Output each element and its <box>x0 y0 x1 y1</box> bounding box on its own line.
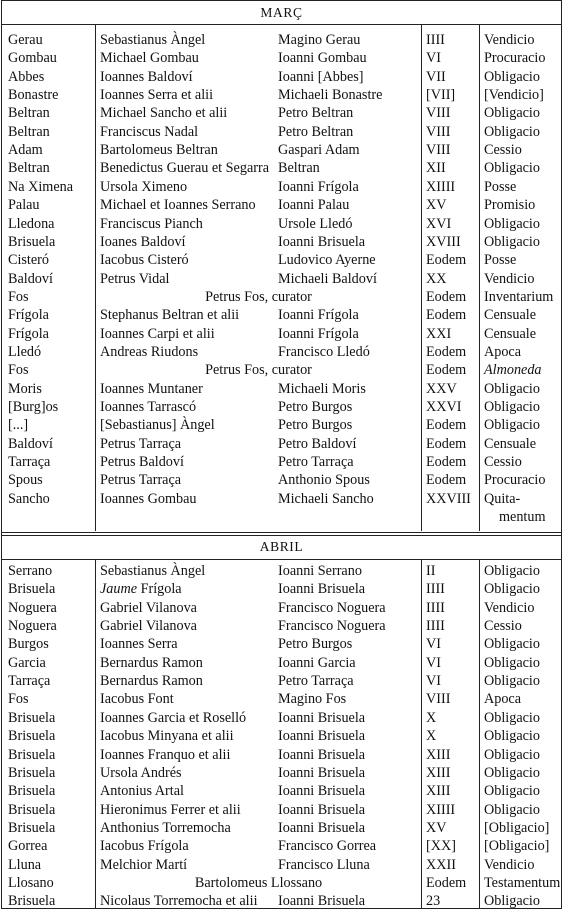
cell-name: Brisuela <box>8 233 56 250</box>
cell-name: Brisuela <box>8 801 56 818</box>
cell-party1: Benedictus Guerau et Segarra <box>100 160 269 177</box>
cell-act: Obligacio <box>484 673 540 690</box>
cell-act: Almoneda <box>484 362 542 379</box>
table-row <box>2 453 561 471</box>
cell-day: VIII <box>426 123 451 140</box>
cell-party1: Petrus Vidal <box>100 270 170 287</box>
cell-act: Obligacio <box>484 563 540 579</box>
cell-party1: Nicolaus Torremocha et alii <box>100 893 258 910</box>
cell-party2: Ioanni Brisuela <box>278 709 366 726</box>
cell-name: Noguera <box>8 599 57 616</box>
cell-act: Cessio <box>484 142 522 159</box>
cell-party1: Iacobus Minyana et alii <box>100 728 234 745</box>
cell-act: Apoca <box>484 343 522 360</box>
cell-party1: Stephanus Beltran et alii <box>100 307 240 324</box>
cell-day: II <box>426 563 436 579</box>
cell-party2: Francisco Noguera <box>278 618 386 635</box>
cell-name: Noguera <box>8 618 57 635</box>
cell-name: [...] <box>8 417 29 434</box>
table-row <box>2 764 561 782</box>
cell-act: Obligacio <box>484 893 540 910</box>
cell-act: Obligacio <box>484 764 540 781</box>
cell-name: Gerau <box>8 32 43 48</box>
table-row <box>2 672 561 690</box>
table-row <box>2 343 561 361</box>
cell-name: Brisuela <box>8 728 56 745</box>
cell-party1: Iacobus Font <box>100 691 174 708</box>
cell-spanning-party: Bartolomeus Llossano <box>194 874 323 891</box>
cell-act: Obligacio <box>484 417 540 434</box>
cell-day: [XX] <box>426 838 456 855</box>
cell-party2: Ioanni Garcia <box>278 654 356 671</box>
cell-name: Baldoví <box>8 435 53 452</box>
cell-act: Obligacio <box>484 636 540 653</box>
cell-act: Vendicio <box>484 32 535 48</box>
document-table <box>1 0 562 909</box>
cell-party1: Ursola Ximeno <box>100 178 188 195</box>
cell-party2: Petro Tarraça <box>278 673 354 690</box>
table-row <box>2 270 561 288</box>
cell-day: VI <box>426 654 441 671</box>
table-row <box>2 727 561 745</box>
table-row <box>2 892 561 910</box>
cell-party2: Ioanni Brisuela <box>278 746 366 763</box>
cell-party2: Ioanni Brisuela <box>278 728 366 745</box>
table-row <box>2 178 561 196</box>
cell-party1: Antonius Artal <box>100 783 184 800</box>
cell-party1: Michael Gombau <box>100 50 199 67</box>
cell-day: VII <box>426 68 446 85</box>
table-row <box>2 380 561 398</box>
cell-day: IIII <box>426 599 445 616</box>
cell-party2: Ioanni Brisuela <box>278 801 366 818</box>
table-row <box>2 196 561 214</box>
cell-party2: Francisco Gorrea <box>278 838 377 855</box>
cell-name: Sancho <box>8 490 50 507</box>
cell-party1: Michael et Ioannes Serrano <box>100 197 256 214</box>
cell-act: Obligacio <box>484 215 540 232</box>
cell-day: VIII <box>426 691 451 708</box>
cell-party1: Petrus Tarraça <box>100 435 182 452</box>
table-row <box>2 159 561 177</box>
table-row <box>2 856 561 874</box>
cell-name: Na Ximena <box>8 178 74 195</box>
cell-act: Censuale <box>484 325 537 342</box>
cell-act: Posse <box>484 252 517 269</box>
cell-party1: Franciscus Nadal <box>100 123 199 140</box>
cell-party1: Hieronimus Ferrer et alii <box>100 801 241 818</box>
table-row <box>2 361 561 379</box>
table-row <box>2 325 561 343</box>
cell-name: Serrano <box>8 563 53 579</box>
cell-day: XIIII <box>426 178 456 195</box>
cell-day: XIII <box>426 764 451 781</box>
cell-party1: Bartolomeus Beltran <box>100 142 218 159</box>
section-title-april: ABRIL <box>2 535 561 560</box>
cell-day: VI <box>426 50 441 67</box>
cell-party2: Petro Tarraça <box>278 454 354 471</box>
cell-name: Spous <box>8 472 43 489</box>
table-row <box>2 801 561 819</box>
cell-act: [Vendicio] <box>484 87 544 104</box>
cell-day: Eodem <box>426 874 467 891</box>
cell-party1: [Sebastianus] Àngel <box>100 417 215 434</box>
cell-party2: Ioanni Frígola <box>278 325 359 342</box>
cell-party1 <box>100 580 182 598</box>
cell-party2: Francisco Noguera <box>278 599 386 616</box>
cell-party1: Sebastianus Àngel <box>100 32 206 48</box>
cell-name: Beltran <box>8 105 50 122</box>
cell-act: Promisio <box>484 197 536 214</box>
cell-name: Frígola <box>8 325 49 342</box>
cell-act: [Obligacio] <box>484 819 550 836</box>
table-row <box>2 746 561 764</box>
cell-day: Eodem <box>426 362 467 379</box>
cell-name: Baldoví <box>8 270 53 287</box>
cell-act: Obligacio <box>484 123 540 140</box>
cell-act: Obligacio <box>484 581 540 598</box>
cell-act-continued: mentum <box>499 509 546 526</box>
cell-name: Moris <box>8 380 42 397</box>
cell-name: Garcia <box>8 654 46 671</box>
cell-act: Obligacio <box>484 233 540 250</box>
cell-day: IIII <box>426 618 445 635</box>
cell-name: Lluna <box>8 856 42 873</box>
cell-party2: Petro Baldoví <box>278 435 357 452</box>
cell-day: XV <box>426 819 447 836</box>
cell-act: Posse <box>484 178 517 195</box>
cell-day: Eodem <box>426 252 467 269</box>
cell-party1: Ioannes Serra et alii <box>100 87 214 104</box>
cell-day: XXV <box>426 380 457 397</box>
cell-party2: Magino Gerau <box>278 32 361 48</box>
cell-party2: Ioanni Palau <box>278 197 350 214</box>
cell-name: Tarraça <box>8 673 51 690</box>
section-divider <box>2 532 561 533</box>
section-title-march: MARÇ <box>2 1 561 25</box>
cell-act: Obligacio <box>484 160 540 177</box>
cell-act: Vendicio <box>484 856 535 873</box>
cell-party2: Ludovico Ayerne <box>278 252 376 269</box>
cell-day: Eodem <box>426 454 467 471</box>
cell-name: Frígola <box>8 307 49 324</box>
cell-party1: Ioannes Serra <box>100 636 178 653</box>
cell-day: XXI <box>426 325 452 342</box>
cell-party1: Andreas Riudons <box>100 343 199 360</box>
cell-party1: Iacobus Frígola <box>100 838 189 855</box>
cell-party2: Ioanni Brisuela <box>278 233 366 250</box>
table-row <box>2 141 561 159</box>
cell-act: Censuale <box>484 307 537 324</box>
cell-party2: Gaspari Adam <box>278 142 360 159</box>
cell-act: Inventarium <box>484 288 554 305</box>
table-row <box>2 288 561 306</box>
cell-party1: Petrus Tarraça <box>100 472 182 489</box>
cell-act: Obligacio <box>484 380 540 397</box>
table-row <box>2 709 561 727</box>
cell-party2: Ioanni Frígola <box>278 307 359 324</box>
table-row <box>2 599 561 617</box>
cell-day: XV <box>426 197 447 214</box>
cell-act: Obligacio <box>484 399 540 415</box>
cell-party2: Anthonio Spous <box>278 472 370 489</box>
cell-party2: Francisco Lledó <box>278 343 370 360</box>
table-row <box>2 580 561 598</box>
cell-act: Cessio <box>484 618 522 635</box>
cell-party2: Ioanni Brisuela <box>278 893 366 910</box>
cell-name: Abbes <box>8 68 45 85</box>
table-row <box>2 416 561 434</box>
table-row <box>2 398 561 416</box>
cell-day: Eodem <box>426 288 467 305</box>
cell-name: Brisuela <box>8 581 56 598</box>
table-row <box>2 31 561 49</box>
table-row <box>2 690 561 708</box>
cell-day: X <box>426 709 437 726</box>
cell-party2: Ioanni Frígola <box>278 178 359 195</box>
cell-day: IIII <box>426 32 445 48</box>
table-row <box>2 306 561 324</box>
cell-day: XIII <box>426 783 451 800</box>
cell-party1: Ioannes Gombau <box>100 490 197 507</box>
cell-party1: Ioannes Franquo et alii <box>100 746 231 763</box>
cell-act: Vendicio <box>484 599 535 616</box>
cell-name: Tarraça <box>8 454 51 471</box>
cell-act: Procuracio <box>484 472 546 489</box>
table-row <box>2 490 561 508</box>
cell-party1: Ioannes Garcia et Roselló <box>100 709 247 726</box>
table-row <box>2 86 561 104</box>
cell-party2: Ioanni Brisuela <box>278 581 366 598</box>
cell-act: Obligacio <box>484 746 540 763</box>
cell-party1: Sebastianus Àngel <box>100 563 206 579</box>
cell-party2: Ursole Lledó <box>278 215 353 232</box>
cell-party2: Magino Fos <box>278 691 347 708</box>
cell-party1: Ioannes Tarrascó <box>100 399 197 415</box>
cell-act: Apoca <box>484 691 522 708</box>
cell-day: VIII <box>426 142 451 159</box>
cell-act: Testamentum <box>484 874 561 891</box>
cell-party1: Michael Sancho et alii <box>100 105 228 122</box>
table-row <box>2 654 561 672</box>
cell-name: Beltran <box>8 160 50 177</box>
cell-day: XXVIII <box>426 490 471 507</box>
cell-day: XIIII <box>426 801 456 818</box>
cell-party2: Petro Burgos <box>278 417 353 434</box>
cell-name: Fos <box>8 691 29 708</box>
cell-party2: Michaeli Moris <box>278 380 366 397</box>
cell-name: Lledó <box>8 343 42 360</box>
cell-act: Obligacio <box>484 68 540 85</box>
cell-day: XIII <box>426 746 451 763</box>
cell-party1: Melchior Martí <box>100 856 188 873</box>
table-row <box>2 471 561 489</box>
cell-day: VI <box>426 636 441 653</box>
table-row <box>2 837 561 855</box>
cell-party2: Ioanni Gombau <box>278 50 367 67</box>
cell-act: [Obligacio] <box>484 838 550 855</box>
cell-party2: Ioanni [Abbes] <box>278 68 364 85</box>
cell-name: Palau <box>8 197 40 214</box>
cell-act: Obligacio <box>484 654 540 671</box>
cell-party1-italic: Jaume <box>100 581 138 598</box>
table-row <box>2 635 561 653</box>
cell-name: Gombau <box>8 50 57 67</box>
cell-act: Vendicio <box>484 270 535 287</box>
table-row <box>2 435 561 453</box>
cell-act: Obligacio <box>484 801 540 818</box>
cell-party1: Gabriel Vilanova <box>100 618 197 635</box>
table-row <box>2 251 561 269</box>
cell-name: Beltran <box>8 123 50 140</box>
cell-spanning-party: Petrus Fos, curator <box>205 288 312 305</box>
cell-name: Brisuela <box>8 819 56 836</box>
table-row <box>2 104 561 122</box>
table-row <box>2 617 561 635</box>
table-row <box>2 68 561 86</box>
cell-name: [Burg]os <box>8 399 59 415</box>
cell-party2: Michaeli Sancho <box>278 490 374 507</box>
table-row <box>2 782 561 800</box>
cell-name: Cisteró <box>8 252 49 269</box>
cell-act: Obligacio <box>484 105 540 122</box>
cell-day: Eodem <box>426 307 467 324</box>
cell-name: Brisuela <box>8 893 56 910</box>
cell-day: VI <box>426 673 441 690</box>
cell-party2: Michaeli Baldoví <box>278 270 377 287</box>
cell-act: Obligacio <box>484 783 540 800</box>
cell-party1: Ioannes Muntaner <box>100 380 203 397</box>
cell-party1: Ioannes Carpi et alii <box>100 325 215 342</box>
cell-party2: Petro Burgos <box>278 636 353 653</box>
cell-day: VIII <box>426 105 451 122</box>
cell-day: X <box>426 728 437 745</box>
cell-party1: Ioanes Baldoví <box>100 233 186 250</box>
cell-party1: Bernardus Ramon <box>100 654 203 671</box>
table-row <box>2 233 561 251</box>
table-row <box>2 123 561 141</box>
cell-party1: Petrus Baldoví <box>100 454 184 471</box>
cell-name: Fos <box>8 288 29 305</box>
cell-party2: Ioanni Brisuela <box>278 764 366 781</box>
cell-act: Obligacio <box>484 728 540 745</box>
cell-day: [VII] <box>426 87 456 104</box>
cell-day: XXII <box>426 856 456 873</box>
cell-party2: Michaeli Bonastre <box>278 87 383 104</box>
cell-party2: Beltran <box>278 160 320 177</box>
cell-party1: Bernardus Ramon <box>100 673 203 690</box>
cell-name: Fos <box>8 362 29 379</box>
table-row <box>2 49 561 67</box>
table-row <box>2 874 561 892</box>
cell-party1: Ioannes Baldoví <box>100 68 193 85</box>
cell-day: Eodem <box>426 417 467 434</box>
table-row <box>2 819 561 837</box>
cell-name: Llosano <box>8 874 54 891</box>
cell-day: Eodem <box>426 343 467 360</box>
cell-act: Cessio <box>484 454 522 471</box>
cell-act: Quita- <box>484 490 521 507</box>
cell-name: Lledona <box>8 215 55 232</box>
cell-day: XX <box>426 270 447 287</box>
cell-party1: Franciscus Pianch <box>100 215 203 232</box>
cell-name: Brisuela <box>8 764 56 781</box>
cell-name: Brisuela <box>8 746 56 763</box>
cell-party2: Ioanni Serrano <box>278 563 362 579</box>
cell-day: 23 <box>426 893 441 910</box>
cell-day: IIII <box>426 581 445 598</box>
cell-day: Eodem <box>426 435 467 452</box>
cell-name: Burgos <box>8 636 49 653</box>
cell-party1-rest: Frígola <box>137 581 182 598</box>
cell-act: Censuale <box>484 435 537 452</box>
cell-party2: Ioanni Brisuela <box>278 819 366 836</box>
cell-day: XXVI <box>426 399 462 415</box>
table-row <box>2 215 561 233</box>
cell-day: XVI <box>426 215 452 232</box>
cell-name: Gorrea <box>8 838 48 855</box>
cell-party2: Petro Beltran <box>278 123 354 140</box>
cell-day: XII <box>426 160 446 177</box>
cell-party2: Petro Burgos <box>278 399 353 415</box>
cell-act: Obligacio <box>484 709 540 726</box>
cell-party1: Anthonius Torremocha <box>100 819 231 836</box>
cell-party2: Francisco Lluna <box>278 856 370 873</box>
table-row-continuation <box>2 508 561 526</box>
table-row <box>2 562 561 580</box>
cell-party1: Iacobus Cisteró <box>100 252 189 269</box>
cell-day: Eodem <box>426 472 467 489</box>
cell-act: Procuracio <box>484 50 546 67</box>
cell-name: Adam <box>8 142 43 159</box>
cell-day: XVIII <box>426 233 461 250</box>
cell-party1: Gabriel Vilanova <box>100 599 197 616</box>
cell-party1: Ursola Andrés <box>100 764 182 781</box>
cell-spanning-party: Petrus Fos, curator <box>205 362 312 379</box>
cell-name: Bonastre <box>8 87 59 104</box>
cell-name: Brisuela <box>8 709 56 726</box>
cell-party2: Ioanni Brisuela <box>278 783 366 800</box>
cell-party2: Petro Beltran <box>278 105 354 122</box>
cell-name: Brisuela <box>8 783 56 800</box>
